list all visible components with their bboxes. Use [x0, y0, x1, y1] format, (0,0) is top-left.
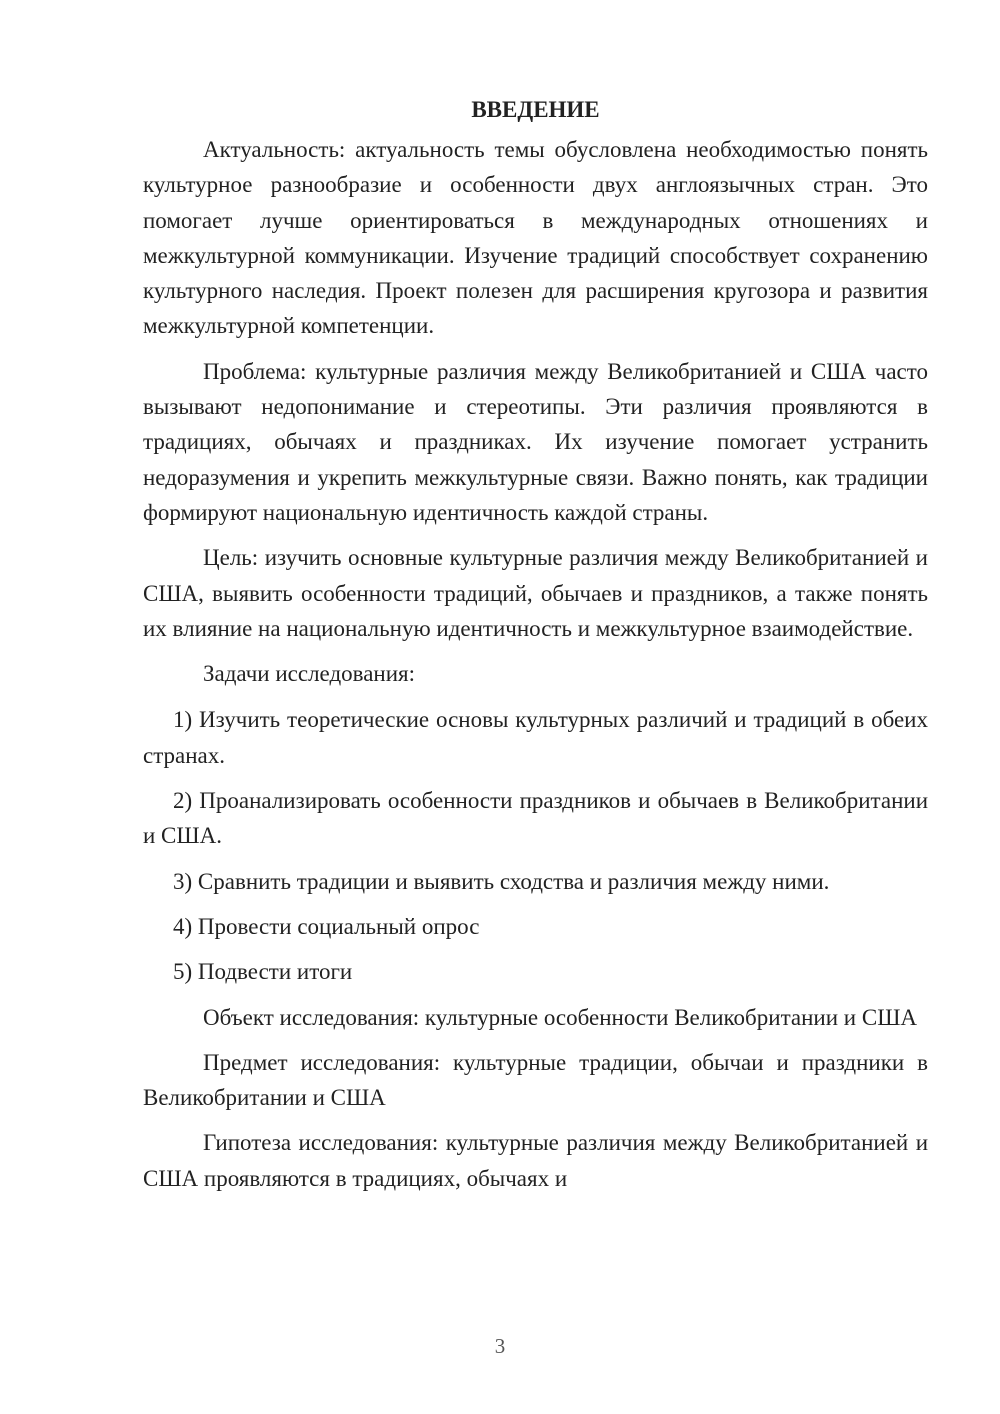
- section-title: ВВЕДЕНИЕ: [471, 97, 600, 122]
- problem-paragraph: Проблема: культурные различия между Великобританией и США часто вызывают недопонимание и стереотипы. Эти различия проявляются в традициях, обычаях и праздниках. Их изучение помогает устранить недоразумения и укрепить межкультурные связи. Важно понять, как традиции формируют национальную идентичность каждой страны.: [143, 358, 928, 525]
- goal-paragraph: Цель: изучить основные культурные различия между Великобританией и США, выявить особенности традиций, обычаев и праздников, а также понять их влияние на национальную идентичность и межкультурное взаимодействие.: [143, 545, 928, 641]
- task-item-2: 2) Проанализировать особенности праздников и обычаев в Великобритании и США.: [143, 788, 928, 849]
- relevance-paragraph: Актуальность: актуальность темы обусловлена необходимостью понять культурное разнообразие и особенности двух англоязычных стран. Это помогает лучше ориентироваться в международных отношениях и межкультурной коммуникации. Изучение традиций способствует сохранению культурного наследия. Проект полезен для расширения кругозора и развития межкультурной компетенции.: [143, 137, 928, 339]
- subject-paragraph: Предмет исследования: культурные традиции, обычаи и праздники в Великобритании и США: [143, 1049, 928, 1111]
- hypothesis-paragraph: Гипотеза исследования: культурные различия между Великобританией и США проявляются в традициях, обычаях и: [143, 1130, 928, 1191]
- page-content: [143, 92, 928, 1206]
- object-paragraph: Объект исследования: культурные особенности Великобритании и США: [203, 1004, 917, 1030]
- task-item-1: 1) Изучить теоретические основы культурных различий и традиций в обеих странах.: [143, 707, 928, 768]
- tasks-heading: Задачи исследования:: [203, 661, 416, 687]
- task-item-4: 4) Провести социальный опрос: [173, 913, 480, 939]
- task-item-3: 3) Сравнить традиции и выявить сходства и различия между ними.: [173, 868, 830, 894]
- task-item-5: 5) Подвести итоги: [173, 959, 353, 985]
- page-number: 3: [494, 1334, 506, 1358]
